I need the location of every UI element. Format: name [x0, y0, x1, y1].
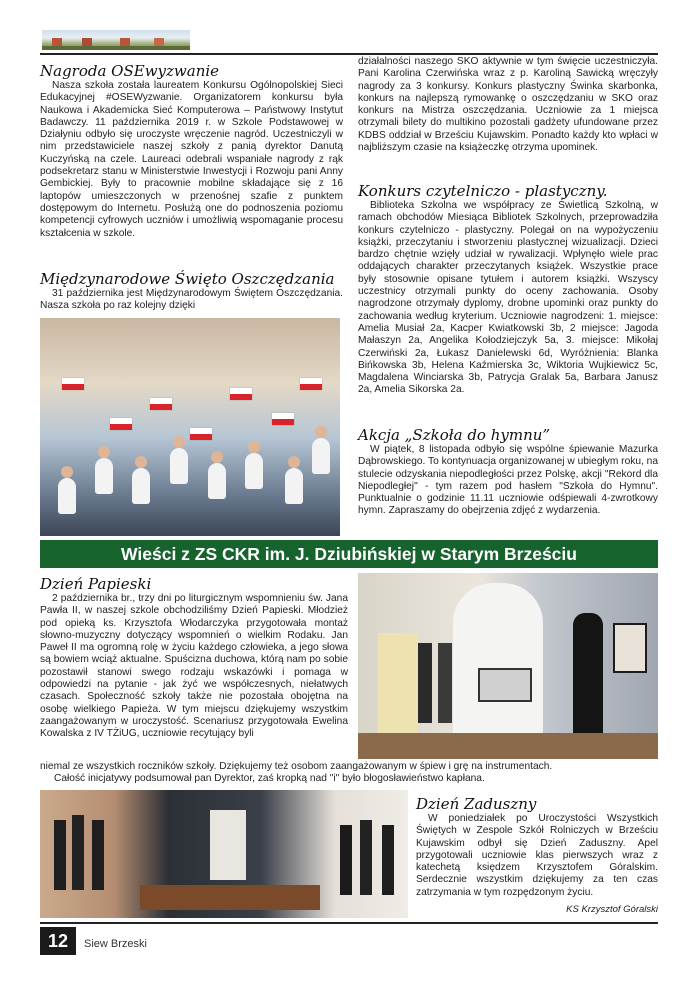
- zaduszny-signature: KS Krzysztof Góralski: [566, 904, 658, 915]
- singer: [418, 643, 432, 723]
- papieski-wide-line: [40, 761, 658, 773]
- konkurs-paragraph: Biblioteka Szkolna we współpracy ze Świetlicą Szkolną, w ramach obchodów Miesiąca Bibliotek Szkolnych, przeprowadziła konkurs czytelniczo - plastyczny. Polegał on na wypożyczeniu książki, przeczytaniu i stworzeniu plastycznej wizualizacji. Dzieci bardzo chętnie wzięły udział w rywalizacji. Wpłynęło wiele prac oddających charakter przeczytanych książek. Wszystkie prace były stosownie opisane tytułem i autorem książki. Wszyscy uczestnicy otrzymali punkty do oceny zachowania. Osoby nagrodzone otrzymały dyplomy, drobne upominki oraz punkty do zachowania według kryterium. Uczniowie nagrodzeni: 1. miejsce: Amelia Musiał 2a, Kacper Kwiatkowski 3b, 2 miejsce: Jagoda Małaszyn 2a, Angelika Kołodziejczyk 5a, 3. miejsce: Mikołaj Czerwiński 2a, Łukasz Danielewski 6d, Wyróżnienia: Blanka Bińkowska 3b, Helena Kaźmierska 3c, Wiktoria Wujkiewicz 5c, Magdalena Winciarska 3b, Patrycja Gralak 5a, Barbara Janusz 2a, Amelia Sikorska 2a.: [358, 200, 658, 396]
- papieski-article: [40, 593, 348, 741]
- header-rule: [40, 53, 658, 55]
- papieski-wide-text: niemal ze wszystkich roczników szkoły. Dziękujemy też osobom zaangażowanym w śpiew i grę na instrumentach.: [40, 761, 553, 772]
- swieto-continuation-paragraph: działalności naszego SKO aktywnie w tym święcie uczestniczyła. Pani Karolina Czerwińska wraz z p. Karoliną Sawicką wręczyły nagrody za 3 konkursy. Konkurs plastyczny Świnka skarbonka, konkurs na najlepszą rymowankę o oszczędzaniu w SKO oraz konkurs na Mistrza oszczędzania. Uczniowie za 1 miejsca otrzymali bilety do multikino pozostali gadżety ufundowane przez KDBS oddział w Brześciu Kujawskim. Ponadto każdy kto wpłaci w najbliższym czasie na książeczkę otrzyma upominek.: [358, 56, 658, 154]
- publication-name: Siew Brzeski: [84, 938, 147, 950]
- accordion: [478, 668, 532, 702]
- candles-floor: [140, 885, 320, 910]
- konkurs-heading: Konkurs czytelniczo - plastyczny.: [358, 182, 608, 200]
- student: [360, 820, 372, 895]
- akcja-paragraph: W piątek, 8 listopada odbyło się wspólne śpiewanie Mazurka Dąbrowskiego. To kontynuacja organizowanej w ubiegłym roku, na stulecie odzyskania niepodległości przez Polskę, akcji "Rekord dla Niepodległej" - tym razem pod hasłem "Szkoła do Hymnu". Punktualnie o godzinie 11.11 uczniowie odśpiewali 4-zwrotkowy hymn. Zapraszamy do obejrzenia zdjęć z wydarzenia.: [358, 444, 658, 517]
- papieski-closing-line: [40, 773, 658, 785]
- all-souls-day-photo: [40, 790, 408, 918]
- akcja-heading: Akcja „Szkoła do hymnu”: [358, 426, 551, 444]
- concert-photo: [358, 573, 658, 759]
- student: [54, 820, 66, 890]
- swieto-heading: Międzynarodowe Święto Oszczędzania: [40, 270, 335, 288]
- singer: [438, 643, 452, 723]
- zaduszny-paragraph: W poniedziałek po Uroczystości Wszystkich Świętych w Zespole Szkół Rolniczych w Brześciu Kujawskim odbył się Dzień Zaduszny. Apel przygotowali uczniowie klas pierwszych wraz z katechetą księdzem Krzysztofem Góralskim. Serdecznie wszystkim dziękujemy za ten czas zatrzymania w tym rozpędzonym życiu.: [416, 813, 658, 898]
- konkurs-article: [358, 200, 658, 397]
- pope-portrait: [613, 623, 647, 673]
- swieto-article: [40, 288, 343, 313]
- akcja-article: [358, 444, 658, 518]
- papieski-closing-text: Całość inicjatywy podsumował pan Dyrektor, zaś kropką nad "i" było błogosławieństwo kapłana.: [54, 773, 485, 784]
- zaduszny-heading: Dzień Zaduszny: [416, 795, 537, 813]
- nagroda-heading: Nagroda OSEwyzwanie: [40, 62, 220, 80]
- stage-floor: [358, 733, 658, 759]
- footer-rule: [40, 922, 658, 924]
- student: [340, 825, 352, 895]
- student: [72, 815, 84, 890]
- memorial-board: [210, 810, 246, 880]
- pope-banner: [453, 583, 543, 733]
- papal-flag: [378, 633, 418, 733]
- swieto-continuation: [358, 56, 658, 154]
- zaduszny-article: [416, 813, 658, 899]
- nagroda-paragraph: Nasza szkoła została laureatem Konkursu Ogólnopolskiej Sieci Edukacyjnej #OSEWyzwanie. Organizatorem konkursu była Naukowa i Akademicka Sieć Komputerowa – Państwowy Instytut Badawczy. 11 października 2019 r. w Szkole Podstawowej w Działyniu odbyło się uroczyste wręczenie nagród. Uczestniczyli w nim przedstawiciele naszej szkoły z panią dyrektor Danutą Kuczyńską na czele. Laureaci odebrali wspaniałe nagrody z rąk podsekretarz stanu w Ministerstwie Inwestycji i Rozwoju pani Anny Gembickiej. Były to pracownie mobilne składające się z 16 laptopów umieszczonych w przenośnej szafie z punktem dostępowym do Internetu. Posłużą one do podnoszenia poziomu kompetencji cyfrowych uczniów i umożliwią wspomaganie procesu kształcenia w szkole.: [40, 80, 343, 239]
- papieski-paragraph: 2 października br., trzy dni po liturgicznym wspomnieniu św. Jana Pawła II, w naszej szkole obchodziliśmy Dzień Papieski. Młodzież pod opieką ks. Krzysztofa Włodarczyka przygotowała montaż słowno-muzyczny dotyczący wspomnień o wielkim Rodaku. Jan Paweł II ma ogromną rolę w życiu każdego człowieka, a jego słowa są bowiem wciąż aktualne. Spuścizna duchowa, którą nam po sobie pozostawił stanowi swego rodzaju wskazówki i pomaga w odpowiedzi na pytanie - jak żyć we współczesnych, niełatwych czasach. Społeczność szkoły także nie pozostała obojętna na osobę wielkiego Papieża. W tym miejscu dziękujemy wszystkim zaangażowanym w uroczystość. Scenariusz przygotowała Ewelina Kowalska z IV TŻiUG, uczniowie recytujący byli: [40, 593, 348, 740]
- student: [92, 820, 104, 890]
- masthead-village-logo: [42, 30, 190, 50]
- section-band-title: Wieści z ZS CKR im. J. Dziubińskiej w Starym Brześciu: [40, 540, 658, 568]
- page-number: 12: [40, 927, 76, 955]
- priest: [573, 613, 603, 753]
- children-flags-photo: [40, 318, 340, 536]
- papieski-heading: Dzień Papieski: [40, 575, 152, 593]
- student: [382, 825, 394, 895]
- nagroda-article: [40, 80, 343, 240]
- swieto-paragraph: 31 października jest Międzynarodowym Świętem Oszczędzania. Nasza szkoła po raz kolejny dzięki: [40, 288, 343, 312]
